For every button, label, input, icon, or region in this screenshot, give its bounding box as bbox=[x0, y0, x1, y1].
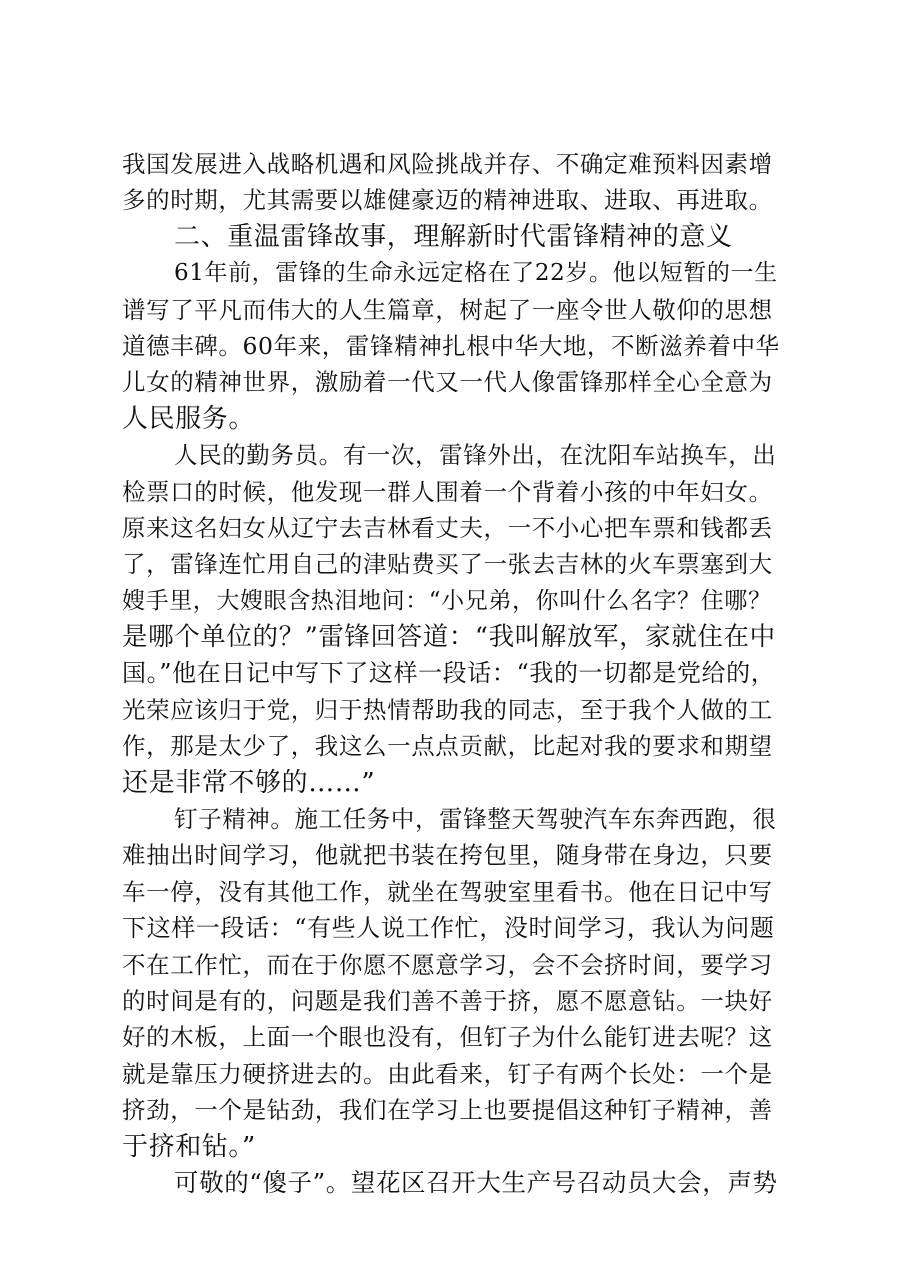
text-line: 不在工作忙，而在于你愿不愿意学习，会不会挤时间，要学习 bbox=[122, 950, 773, 979]
text-line: 儿女的精神世界，激励着一代又一代人像雷锋那样全心全意为 bbox=[122, 368, 773, 397]
text-line: 下这样一段话：“有些人说工作忙，没时间学习，我认为问题 bbox=[122, 914, 775, 943]
text-line: 于挤和钻。” bbox=[122, 1131, 256, 1162]
text-line: 挤劲，一个是钻劲，我们在学习上也要提倡这种钉子精神，善 bbox=[122, 1096, 773, 1125]
text-line: 光荣应该归于党，归于热情帮助我的同志，至于我个人做的工 bbox=[122, 695, 773, 724]
text-line: 国。”他在日记中写下了这样一段话：“我的一切都是党给的， bbox=[122, 659, 776, 688]
text-line: 61年前，雷锋的生命永远定格在了22岁。他以短暂的一生 bbox=[174, 260, 778, 287]
text-line: 车一停，没有其他工作，就坐在驾驶室里看书。他在日记中写 bbox=[122, 877, 773, 906]
text-line: 的时间是有的，问题是我们善不善于挤，愿不愿意钻。一块好 bbox=[122, 986, 773, 1015]
text-line: 嫂手里，大嫂眼含热泪地问：“小兄弟，你叫什么名字？住哪？ bbox=[122, 587, 772, 614]
text-line: 检票口的时候，他发现一群人围着一个背着小孩的中年妇女。 bbox=[122, 477, 773, 506]
text-line: 二、重温雷锋故事，理解新时代雷锋精神的意义 bbox=[174, 221, 733, 252]
text-line: 我国发展进入战略机遇和风险挑战并存、不确定难预料因素增 bbox=[122, 150, 773, 178]
text-line: 人民服务。 bbox=[122, 403, 256, 434]
text-line: 原来这名妇女从辽宁去吉林看丈夫，一不小心把车票和钱都丢 bbox=[122, 513, 773, 542]
text-line: 还是非常不够的……” bbox=[122, 767, 376, 798]
text-line: 钉子精神。施工任务中，雷锋整天驾驶汽车东奔西跑，很 bbox=[174, 805, 777, 834]
text-line: 人民的勤务员。有一次，雷锋外出，在沈阳车站换车，出 bbox=[174, 441, 777, 470]
text-line: 作，那是太少了，我这么一点点贡献，比起对我的要求和期望 bbox=[122, 732, 773, 761]
text-line: 可敬的“傻子”。望花区召开大生产号召动员大会，声势 bbox=[174, 1167, 778, 1197]
body-text bbox=[122, 146, 782, 1201]
text-line: 了，雷锋连忙用自己的津贴费买了一张去吉林的火车票塞到大 bbox=[122, 550, 773, 579]
text-line: 就是靠压力硬挤进去的。由此看来，钉子有两个长处：一个是 bbox=[122, 1059, 773, 1088]
text-line: 好的木板，上面一个眼也没有，但钉子为什么能钉进去呢？这 bbox=[122, 1023, 773, 1052]
text-line: 难抽出时间学习，他就把书装在挎包里，随身带在身边，只要 bbox=[122, 841, 773, 870]
text-line: 是哪个单位的？”雷锋回答道：“我叫解放军，家就住在中 bbox=[122, 622, 776, 653]
text-line: 多的时期，尤其需要以雄健豪迈的精神进取、进取、再进取。 bbox=[122, 186, 773, 215]
text-line: 道德丰碑。60年来，雷锋精神扎根中华大地，不断滋养着中华 bbox=[122, 331, 780, 360]
text-line: 谱写了平凡而伟大的人生篇章，树起了一座令世人敬仰的思想 bbox=[122, 295, 773, 324]
